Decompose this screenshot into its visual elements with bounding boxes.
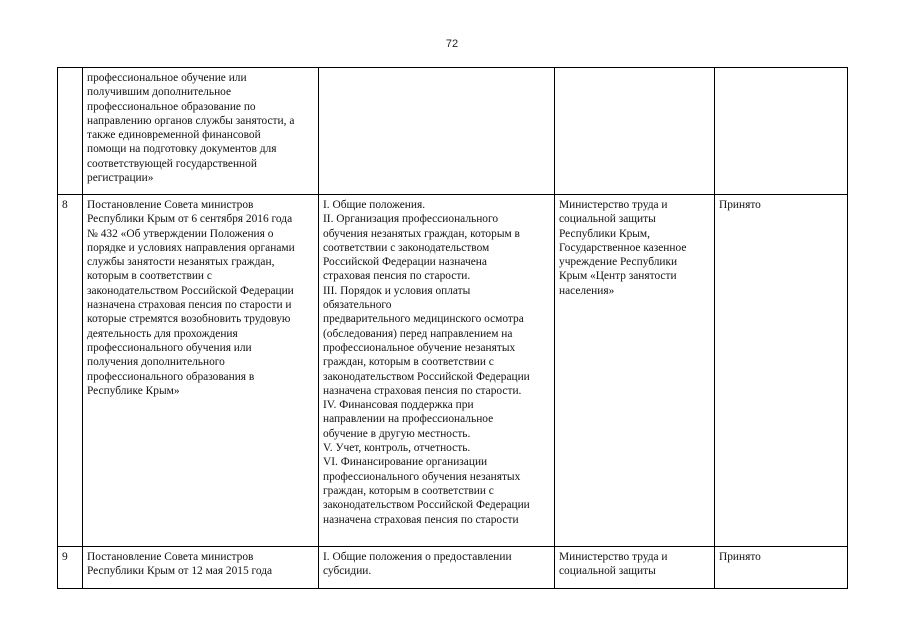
document-content: I. Общие положения о предоставлении субсидии.: [323, 551, 512, 578]
table-row: [58, 547, 848, 589]
page-number: 72: [445, 38, 459, 50]
table-row: [58, 195, 848, 547]
table-row: [58, 68, 848, 195]
document-title: профессиональное обучение или получившим дополнительное профессиональное образование по направлению органов службы занятости, а также единовременной финансовой помощи на подготовку документов для соответствующей государственной регистрации»: [87, 72, 295, 185]
row-number-cell: [58, 68, 83, 195]
content-cell: [319, 547, 555, 589]
document-title: Постановление Совета министров Республики Крым от 12 мая 2015 года: [87, 551, 273, 578]
document-cell: [83, 547, 319, 589]
row-number-cell: [58, 547, 83, 589]
developer: Министерство труда и социальной защиты: [559, 551, 668, 578]
document-content: I. Общие положения. II. Организация профессионального обучения незанятых граждан, которым в соответствии с законодательством Российской Федерации назначена страховая пенсия по старости. III. Порядок и условия оплаты обязательного предварительного медицинского осмотра (обследования) перед направлением на профессиональное обучение незанятых граждан, которым в соответствии с законодательством Российской Федерации назначена страховая пенсия по старости. IV. Финансовая поддержка при направлении на профессиональное обучение в другую местность. V. Учет, контроль, отчетность. VI. Финансирование организации профессионального обучения незанятых граждан, которым в соответствии с законодательством Российской Федерации назначена страховая пенсия по старости: [323, 199, 530, 526]
developer-cell: [555, 195, 715, 547]
row-number: 9: [62, 551, 68, 563]
document-cell: [83, 195, 319, 547]
status: Принято: [719, 551, 761, 563]
status-cell: [715, 68, 848, 195]
developer: Министерство труда и социальной защиты Республики Крым, Государственное казенное учреждение Республики Крым «Центр занятости населения»: [559, 199, 687, 297]
row-number-cell: [58, 195, 83, 547]
developer-cell: [555, 68, 715, 195]
status: Принято: [719, 199, 761, 211]
status-cell: [715, 547, 848, 589]
content-cell: [319, 195, 555, 547]
document-cell: [83, 68, 319, 195]
developer-cell: [555, 547, 715, 589]
content-cell: [319, 68, 555, 195]
document-table: [57, 67, 848, 589]
status-cell: [715, 195, 848, 547]
document-title: Постановление Совета министров Республики Крым от 6 сентября 2016 года № 432 «Об утверждении Положения о порядке и условиях направления органами службы занятости незанятых граждан, которым в соответствии с законодательством Российской Федерации назначена страховая пенсия по старости и которые стремятся возобновить трудовую деятельность для прохождения профессионального обучения или получения дополнительного профессионального образования в Республике Крым»: [87, 199, 295, 397]
row-number: 8: [62, 199, 68, 211]
